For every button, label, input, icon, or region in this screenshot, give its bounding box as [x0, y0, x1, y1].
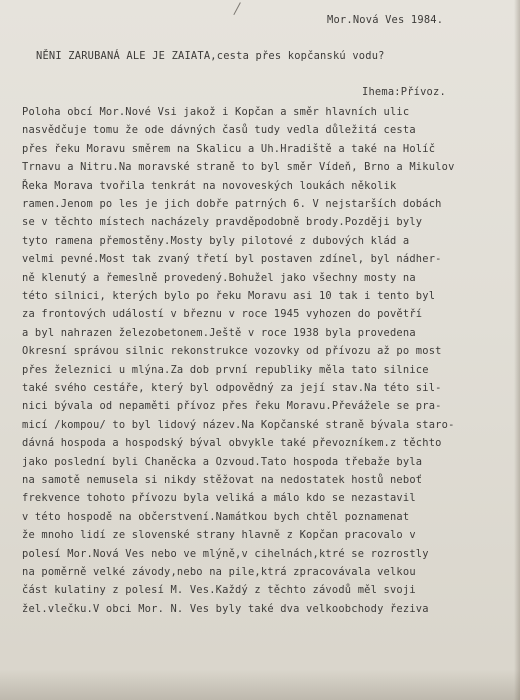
text-line: za frontových událostí v březnu v roce 1945 vyhozen do povětří [22, 308, 423, 321]
text-line: na poměrně velké závody,nebo na pile,ktrá zpracovávala velkou [22, 566, 416, 578]
text-line: nici bývala od nepaměti přívoz přes řeku Moravu.Převážele se pra- [22, 400, 442, 413]
text-line: Poloha obcí Mor.Nové Vsi jakož i Kopčan a směr hlavních ulic [22, 106, 410, 118]
page-edge-shadow [514, 0, 520, 700]
text-line: žel.vlečku.V obci Mor. N. Ves byly také dva velkoobchody řeziva [22, 602, 429, 615]
text-line: přes železnici u mlýna.Za dob první republiky měla tato silnice [22, 363, 429, 376]
text-line: dávná hospoda a hospodský býval obvykle také převozníkem.z těchto [22, 437, 442, 450]
text-line: Trnavu a Nitru.Na moravské straně to byl směr Vídeň, Brno a Mikulov [22, 161, 455, 174]
text-line: této silnici, kterých bylo po řeku Moravu asi 10 tak i tento byl [22, 290, 436, 302]
text-line: polesí Mor.Nová Ves nebo ve mlýně,v cihelnách,ktré se rozrostly [22, 547, 429, 560]
place-date-header: Mor.Nová Ves 1984. [327, 14, 444, 26]
text-line: ramen.Jenom po les je jich dobře patrných 6. V nejstarších dobách [22, 198, 442, 210]
text-line: tyto ramena přemostěny.Mosty byly pilotové z dubových klád a [22, 234, 410, 247]
text-line: že mnoho lidí ze slovenské strany hlavně z Kopčan pracovalo v [22, 529, 416, 542]
text-line: frekvence tohoto přívozu byla veliká a málo kdo se nezastavil [22, 492, 416, 505]
text-line: Řeka Morava tvořila tenkrát na novoveských loukách několik [22, 179, 397, 192]
paper-fold-mark [227, 0, 241, 15]
text-line: velmi pevné.Most tak zvaný třetí byl postaven zdínel, byl nádher- [22, 253, 442, 266]
text-line: se v těchto místech nacházely pravděpodobně brody.Později byly [22, 216, 423, 229]
text-line: micí /kompou/ to byl lidový název.Na Kopčanské straně bývala staro- [22, 418, 455, 431]
text-line: nasvědčuje tomu že ode dávných časů tudy vedla důležitá cesta [22, 124, 416, 137]
text-line: jako poslední byli Chaněcka a Ozvoud.Tato hospoda třebaže byla [22, 455, 423, 468]
text-line: Okresní správou silnic rekonstrukce vozovky od přívozu až po most [22, 345, 442, 358]
text-line: část kulatiny z polesí M. Ves.Každý z těchto závodů měl svoji [22, 584, 416, 597]
text-line: přes řeku Moravu směrem na Skalicu a Uh.Hradiště a také na Holíč [22, 142, 436, 155]
theme-label: Ihema:Přívoz. [362, 86, 446, 98]
text-line: také svého cestáře, který byl odpovědný za její stav.Na této sil- [22, 382, 442, 394]
page-bottom-shadow [0, 670, 520, 700]
document-title: NĚNI ZARUBANÁ ALE JE ZAIATA,cesta přes kopčanskú vodu? [36, 50, 385, 62]
text-line: v této hospodě na občerstvení.Namátkou bych chtěl poznamenat [22, 510, 410, 523]
text-line: ně klenutý a řemeslně provedený.Bohužel jako všechny mosty na [22, 271, 416, 284]
text-line: na samotě nemusela si nikdy stěžovat na nedostatek hostů neboť [22, 474, 423, 486]
text-line: a byl nahrazen železobetonem.Ještě v roce 1938 byla provedena [22, 326, 416, 339]
